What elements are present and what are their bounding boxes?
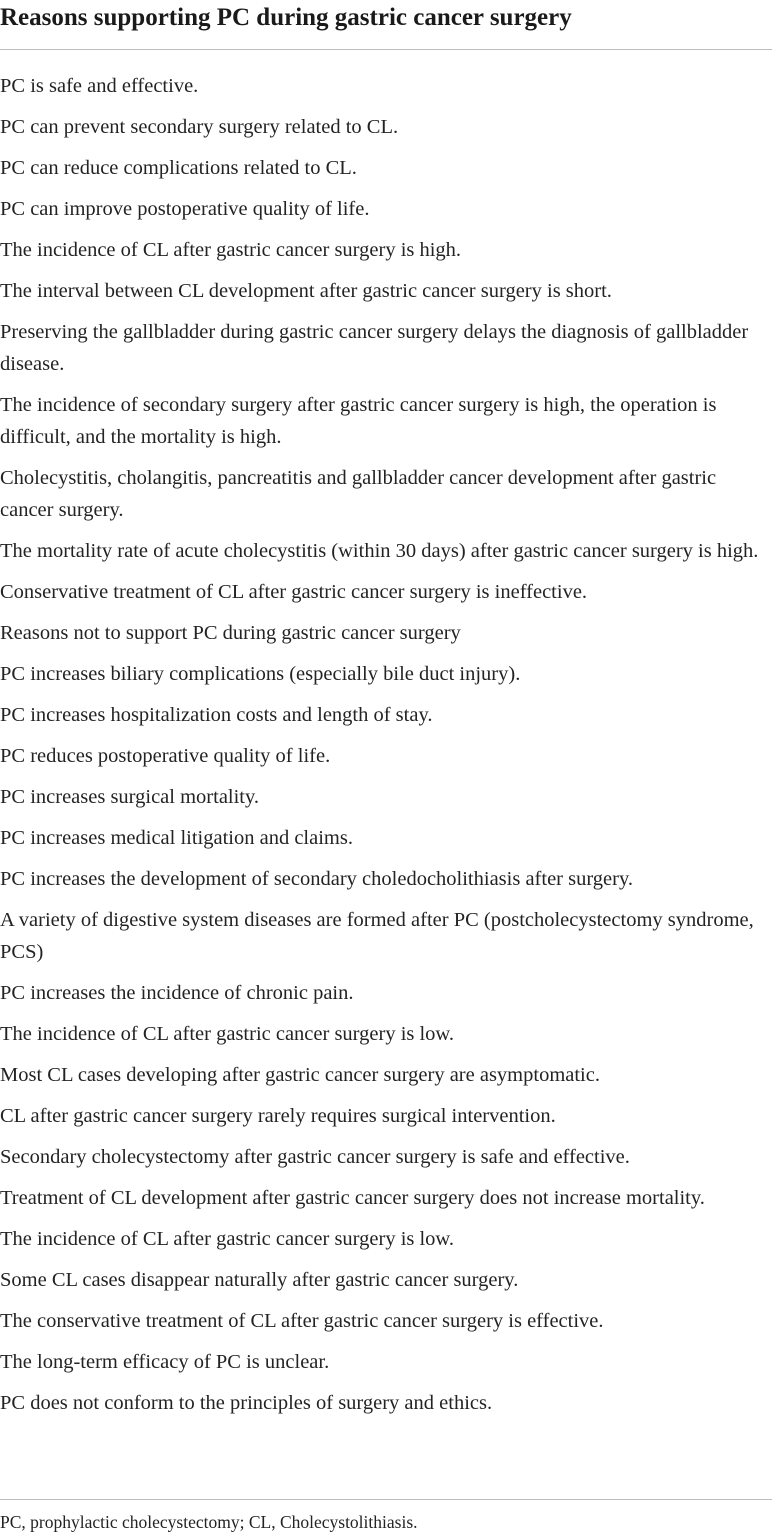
table-row: A variety of digestive system diseases are formed after PC (postcholecystectomy syndrome, PCS) [0, 909, 754, 963]
table-row: PC can reduce complications related to CL. [0, 157, 357, 179]
table-row: PC can improve postoperative quality of life. [0, 198, 370, 220]
table-row-subheading: Reasons not to support PC during gastric cancer surgery [0, 622, 461, 644]
table-row: PC increases surgical mortality. [0, 786, 260, 808]
table-row: PC does not conform to the principles of surgery and ethics. [0, 1392, 493, 1414]
table-row: Some CL cases disappear naturally after gastric cancer surgery. [0, 1269, 519, 1291]
table-row: Cholecystitis, cholangitis, pancreatitis and gallbladder cancer development after gastric cancer surgery. [0, 467, 717, 521]
table-footnote: PC, prophylactic cholecystectomy; CL, Cholecystolithiasis. [0, 1512, 418, 1532]
table-row: Preserving the gallbladder during gastric cancer surgery delays the diagnosis of gallbladder disease. [0, 321, 749, 375]
table-bottom-divider [0, 1499, 772, 1500]
table-row: PC increases biliary complications (especially bile duct injury). [0, 663, 521, 685]
table-row: PC can prevent secondary surgery related to CL. [0, 116, 399, 138]
table-header [0, 0, 772, 50]
table-row: CL after gastric cancer surgery rarely requires surgical intervention. [0, 1105, 556, 1127]
table-row: The incidence of CL after gastric cancer surgery is high. [0, 239, 462, 261]
table-row: PC increases medical litigation and claims. [0, 827, 353, 849]
table-row: The interval between CL development after gastric cancer surgery is short. [0, 280, 612, 302]
table-row: Treatment of CL development after gastric cancer surgery does not increase mortality. [0, 1187, 705, 1209]
table-row: PC increases the development of secondary choledocholithiasis after surgery. [0, 868, 634, 890]
table-row: The mortality rate of acute cholecystitis (within 30 days) after gastric cancer surgery is high. [0, 540, 759, 562]
table-row: Conservative treatment of CL after gastric cancer surgery is ineffective. [0, 581, 588, 603]
table-row: The conservative treatment of CL after gastric cancer surgery is effective. [0, 1310, 604, 1332]
table-row: PC increases hospitalization costs and length of stay. [0, 704, 433, 726]
table-row: Most CL cases developing after gastric cancer surgery are asymptomatic. [0, 1064, 600, 1086]
table-row: PC is safe and effective. [0, 75, 199, 97]
table-row: The long-term efficacy of PC is unclear. [0, 1351, 330, 1373]
table-row: PC increases the incidence of chronic pain. [0, 982, 354, 1004]
table-row: The incidence of CL after gastric cancer surgery is low. [0, 1023, 455, 1045]
table-row: PC reduces postoperative quality of life. [0, 745, 331, 767]
table-header-title: Reasons supporting PC during gastric cancer surgery [0, 4, 572, 31]
table-body [0, 70, 772, 1428]
table-row: The incidence of secondary surgery after gastric cancer surgery is high, the operation is difficult, and the mortality is high. [0, 394, 717, 448]
table-row: The incidence of CL after gastric cancer surgery is low. [0, 1228, 455, 1250]
table-row: Secondary cholecystectomy after gastric cancer surgery is safe and effective. [0, 1146, 630, 1168]
